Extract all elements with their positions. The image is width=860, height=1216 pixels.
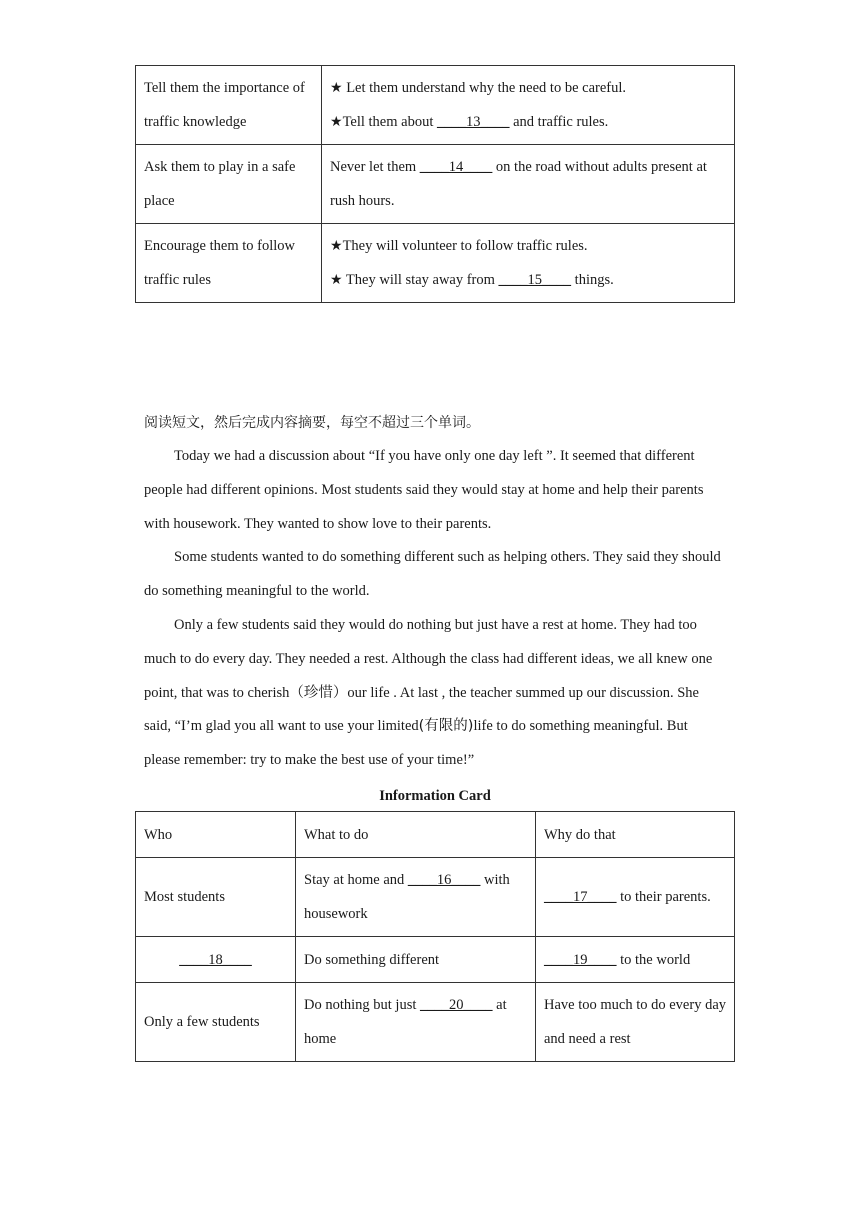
bullet-text: They will stay away from (342, 272, 499, 288)
table-cell (322, 66, 735, 145)
row-heading: Encourage them to follow traffic rules (144, 238, 295, 288)
passage-text: Only a few students said they would do nothing but just have a rest at home. They had too much to do every day. They needed a rest. Although the class had different ideas, we all knew one point, that was to cherish (144, 616, 713, 701)
blank-17[interactable]: ____17____ (544, 889, 617, 905)
cell-text: Do nothing but just (304, 997, 421, 1013)
passage-paragraph: Today we had a discussion about “If you have only one day left ”. It seemed that different people had different opinions. Most students said they would stay at home and help their parents with housework. They wanted to show love to their parents. (144, 448, 704, 532)
cell-text: with housework (304, 872, 510, 922)
table-header-row (136, 812, 735, 858)
cell-text: Never let them (330, 159, 420, 175)
bullet-line (330, 71, 726, 105)
chinese-gloss: (有限的) (418, 718, 474, 735)
column-header: What to do (296, 812, 536, 858)
table-cell (136, 937, 296, 983)
cell-text: to their parents. (616, 889, 711, 905)
star-icon: ★ (330, 80, 343, 96)
blank-19[interactable]: ____19____ (544, 951, 617, 968)
row-heading: Ask them to play in a safe place (144, 159, 296, 209)
table-cell (536, 858, 735, 937)
table-cell (322, 145, 735, 224)
star-icon: ★ (330, 238, 343, 254)
table-row (136, 66, 735, 145)
row-heading: Tell them the importance of traffic knowledge (144, 80, 305, 130)
instruction-text: 阅读短文，然后完成内容摘要，每空不超过三个单词。 (144, 415, 480, 431)
table-cell: Only a few students (136, 983, 296, 1062)
passage-text: our life . At last , the teacher summed up our discussion. She said, “I’m glad you all want to use your limited (144, 684, 699, 735)
table-cell (322, 224, 735, 303)
bullet-line (330, 105, 726, 139)
blank-20[interactable]: ____20____ (420, 997, 493, 1013)
information-card-table (135, 811, 735, 1062)
passage-paragraph (144, 609, 724, 778)
table-row (136, 983, 735, 1062)
table-row (136, 858, 735, 937)
bullet-text: Let them understand why the need to be careful. (342, 80, 627, 96)
cell-text: to the world (616, 951, 691, 968)
star-icon: ★ (330, 272, 343, 288)
passage-text: life to do something meaningful. But please remember: try to make the best use of your time!” (144, 718, 688, 769)
table-cell (136, 66, 322, 145)
table-row (136, 145, 735, 224)
table-cell (296, 858, 536, 937)
star-icon: ★ (330, 114, 343, 130)
bullet-text: and traffic rules. (509, 114, 609, 130)
table-row (136, 224, 735, 303)
card-title: Information Card (379, 788, 491, 804)
table-row (136, 937, 735, 983)
table-cell (536, 937, 735, 983)
blank-15[interactable]: ____15____ (498, 272, 572, 288)
table-cell: Most students (136, 858, 296, 937)
table-cell: Do something different (296, 937, 536, 983)
blank-13[interactable]: ____13____ (436, 114, 510, 130)
blank-16[interactable]: ____16____ (407, 872, 481, 888)
column-header: Why do that (536, 812, 735, 858)
cell-text: at home (304, 997, 507, 1047)
passage-paragraph: Some students wanted to do something different such as helping others. They said they should do something meaningful to the world. (144, 549, 721, 600)
reading-passage (144, 440, 724, 778)
table-cell (136, 224, 322, 303)
traffic-table (135, 65, 735, 303)
blank-18[interactable]: ____18____ (179, 951, 252, 968)
cell-text: on the road without adults present at rush hours. (330, 159, 707, 209)
blank-14[interactable]: ____14____ (419, 159, 493, 175)
column-header: Who (136, 812, 296, 858)
chinese-gloss: （珍惜） (289, 684, 348, 701)
table-cell (136, 145, 322, 224)
cell-text: Stay at home and (304, 872, 408, 888)
bullet-text: things. (571, 272, 614, 288)
bullet-text: They will volunteer to follow traffic rules. (342, 238, 588, 254)
table-cell: Have too much to do every day and need a rest (536, 983, 735, 1062)
bullet-line (330, 229, 726, 263)
bullet-text: Tell them about (342, 114, 437, 130)
table-cell (296, 983, 536, 1062)
bullet-line (330, 263, 726, 297)
